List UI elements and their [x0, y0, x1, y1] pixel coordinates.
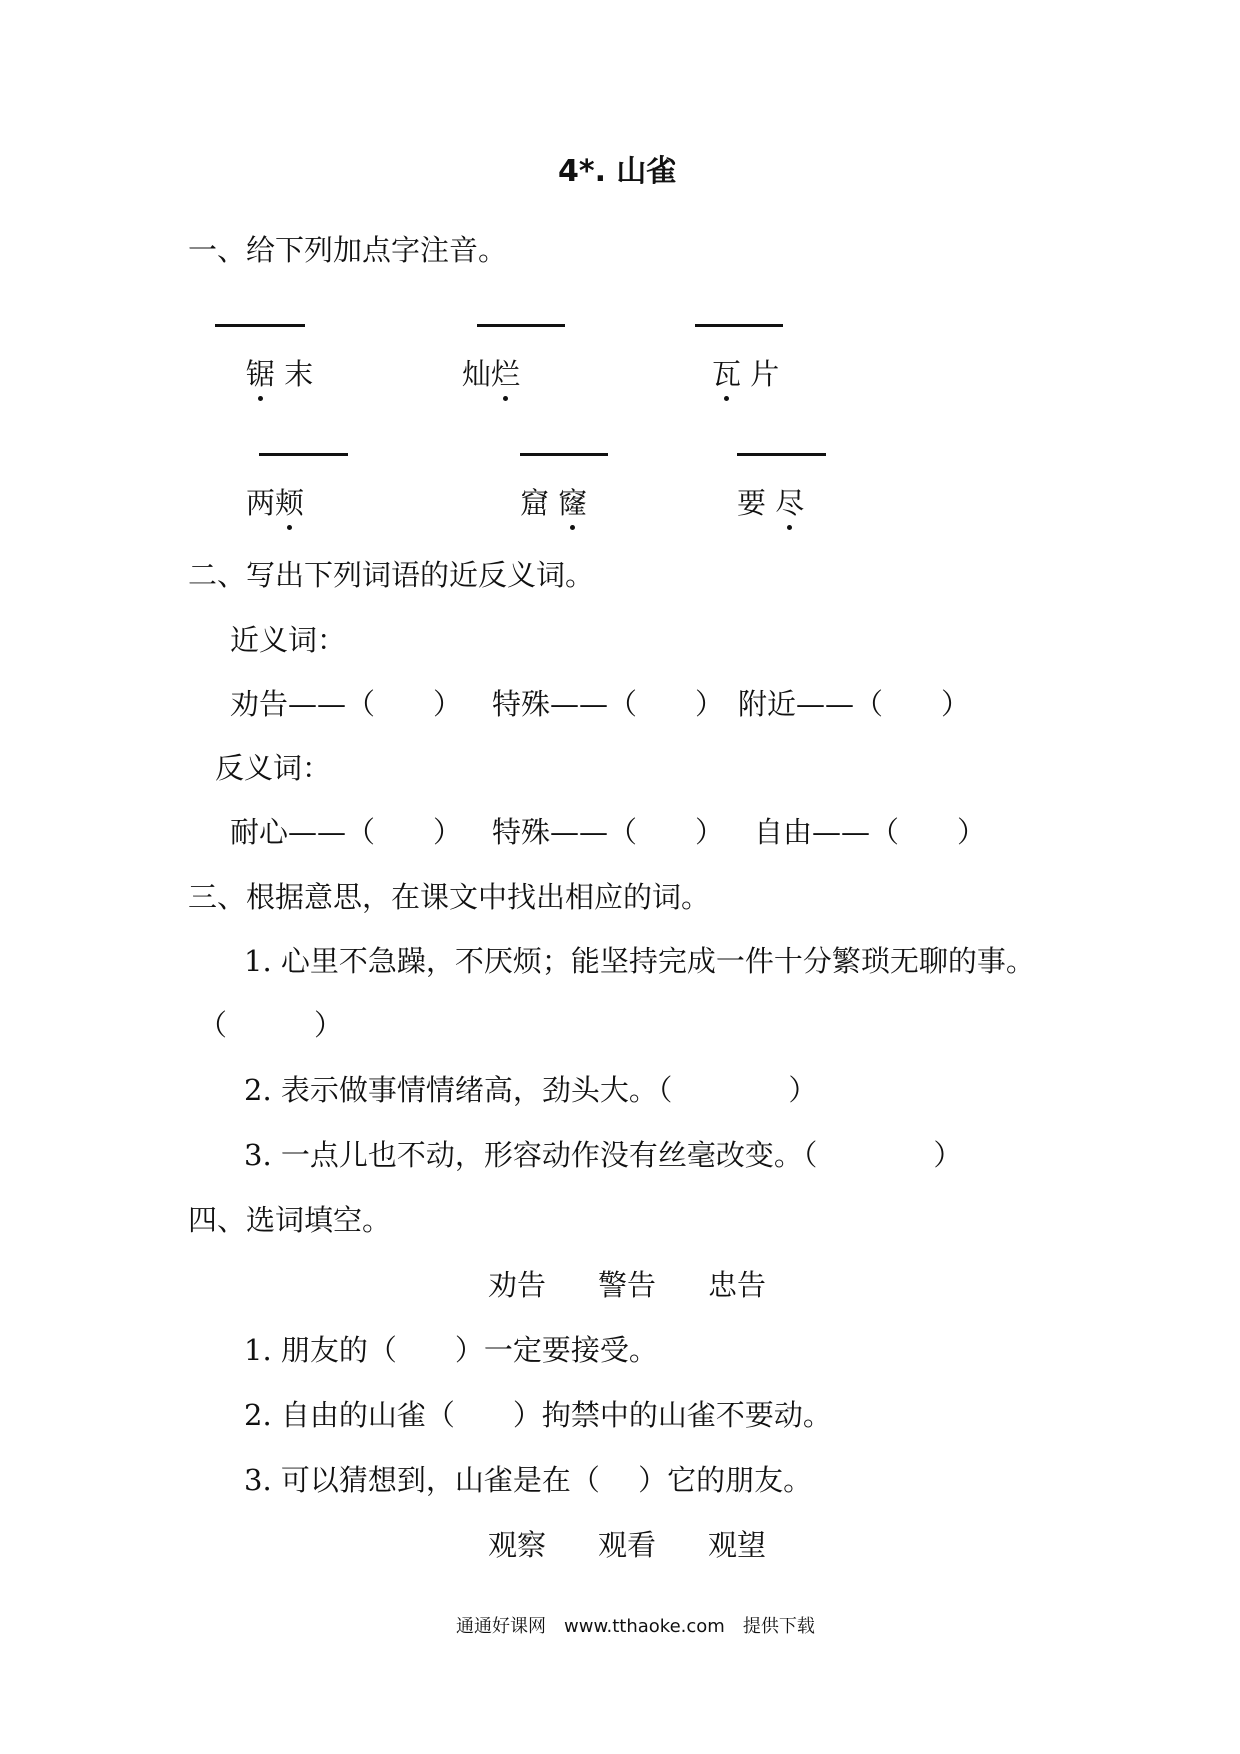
page-title: 4*. 山雀 — [558, 154, 677, 189]
pinyin-word-1: 锯 末 — [246, 352, 313, 393]
synonym-item-3[interactable]: 附近——（ ） — [738, 687, 971, 721]
answer-line-4[interactable] — [259, 453, 348, 456]
pinyin-word-3: 瓦 片 — [712, 352, 779, 393]
section-4-heading: 四、选词填空。 — [188, 1203, 392, 1237]
question-4-2[interactable]: 2. 自由的山雀（ ）拘禁中的山雀不要动。 — [244, 1398, 832, 1432]
question-4-1[interactable]: 1. 朋友的（ ）一定要接受。 — [244, 1333, 658, 1367]
answer-line-5[interactable] — [520, 453, 608, 456]
word-options-1 — [488, 1263, 766, 1304]
synonym-item-1[interactable]: 劝告——（ ） — [230, 687, 463, 721]
dotted-char: 尽 — [775, 481, 804, 522]
section-1-heading: 一、给下列加点字注音。 — [188, 233, 508, 267]
word-option: 观望 — [708, 1528, 767, 1562]
pinyin-word-5: 窟 窿 — [520, 481, 587, 522]
pinyin-word-6: 要 尽 — [737, 481, 804, 522]
word-option: 忠告 — [708, 1268, 767, 1302]
answer-line-1[interactable] — [215, 324, 305, 327]
question-3-2[interactable]: 2. 表示做事情情绪高，劲头大。（ ） — [244, 1073, 818, 1107]
antonym-item-3[interactable]: 自由——（ ） — [754, 815, 987, 849]
question-4-3[interactable]: 3. 可以猜想到，山雀是在（ ）它的朋友。 — [244, 1463, 813, 1497]
word-option: 观看 — [598, 1528, 657, 1562]
dotted-char: 瓦 — [712, 352, 741, 393]
dotted-char: 烂 — [491, 352, 520, 393]
pinyin-word-4: 两颊 — [246, 481, 304, 522]
word-option: 劝告 — [488, 1268, 547, 1302]
synonym-label: 近义词： — [230, 623, 347, 657]
dotted-char: 窿 — [558, 481, 587, 522]
word-option: 观察 — [488, 1528, 547, 1562]
pinyin-word-2: 灿烂 — [462, 352, 520, 393]
answer-line-2[interactable] — [477, 324, 565, 327]
question-3-3[interactable]: 3. 一点儿也不动，形容动作没有丝毫改变。（ ） — [244, 1138, 963, 1172]
word-options-2 — [488, 1523, 766, 1564]
synonym-item-2[interactable]: 特殊——（ ） — [492, 687, 725, 721]
dotted-char: 颊 — [275, 481, 304, 522]
footer-credit: 通通好课网 www.tthaoke.com 提供下载 — [456, 1616, 815, 1637]
section-2-heading: 二、写出下列词语的近反义词。 — [188, 558, 595, 592]
question-3-1: 1. 心里不急躁，不厌烦；能坚持完成一件十分繁琐无聊的事。 — [244, 944, 1035, 978]
answer-blank-3-1[interactable]: （ ） — [198, 1008, 344, 1042]
dotted-char: 锯 — [246, 352, 275, 393]
antonym-item-2[interactable]: 特殊——（ ） — [492, 815, 725, 849]
answer-line-6[interactable] — [737, 453, 826, 456]
section-3-heading: 三、根据意思，在课文中找出相应的词。 — [188, 880, 711, 914]
antonym-label: 反义词： — [215, 751, 332, 785]
word-option: 警告 — [598, 1268, 657, 1302]
answer-line-3[interactable] — [695, 324, 783, 327]
antonym-item-1[interactable]: 耐心——（ ） — [230, 815, 463, 849]
